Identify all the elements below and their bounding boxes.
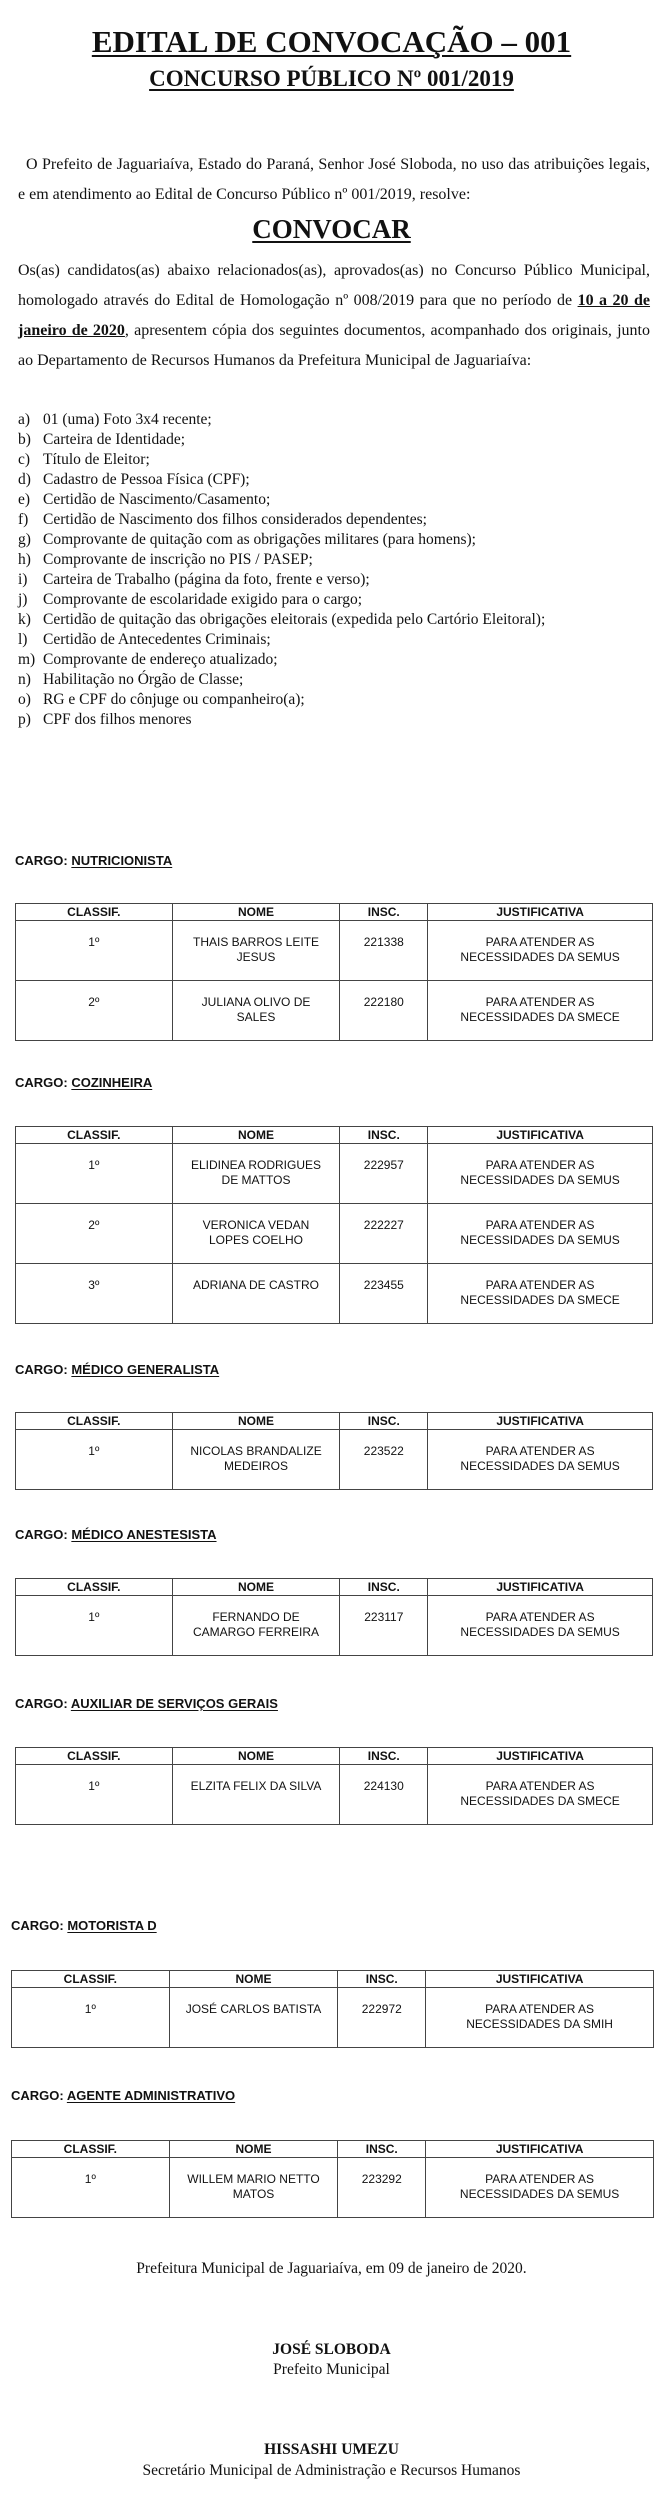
cargo-prefix: CARGO:: [15, 1527, 68, 1542]
cargo-prefix: CARGO:: [11, 2088, 64, 2103]
column-header: NOME: [172, 1579, 340, 1596]
table-row: [16, 1765, 653, 1825]
cargo-label: [11, 1918, 157, 1933]
document-item: [18, 430, 545, 450]
table-row: [16, 1430, 653, 1490]
table-row: [16, 1204, 653, 1264]
document-letter: d): [18, 471, 31, 488]
convocar-heading: [0, 214, 663, 245]
column-header: CLASSIF.: [16, 1748, 173, 1765]
justification-cell: PARA ATENDER AS NECESSIDADES DA SEMUS: [428, 1204, 653, 1264]
column-header: JUSTIFICATIVA: [428, 1579, 653, 1596]
column-header: CLASSIF.: [16, 904, 173, 921]
document-text: Certidão de Antecedentes Criminais;: [43, 631, 271, 648]
document-text: Título de Eleitor;: [43, 451, 150, 468]
column-header: NOME: [172, 1413, 340, 1430]
table-row: [16, 921, 653, 981]
justification-cell: PARA ATENDER AS NECESSIDADES DA SMECE: [428, 1765, 653, 1825]
document-item: [18, 670, 545, 690]
cargo-prefix: CARGO:: [15, 853, 68, 868]
name-cell: ELZITA FELIX DA SILVA: [172, 1765, 340, 1825]
name-cell: FERNANDO DE CAMARGO FERREIRA: [172, 1596, 340, 1656]
signer-mayor-name: JOSÉ SLOBODA: [272, 2341, 391, 2358]
column-header: JUSTIFICATIVA: [426, 2141, 654, 2158]
column-header: NOME: [169, 2141, 338, 2158]
column-header: CLASSIF.: [16, 1413, 173, 1430]
candidates-table: [11, 2140, 654, 2218]
column-header: CLASSIF.: [12, 2141, 170, 2158]
cargo-name: MOTORISTA D: [67, 1918, 157, 1933]
column-header: CLASSIF.: [16, 1579, 173, 1596]
classification-cell: 1º: [12, 1988, 170, 2048]
column-header: INSC.: [340, 904, 428, 921]
document-text: CPF dos filhos menores: [43, 711, 192, 728]
convocar-heading-text: CONVOCAR: [252, 214, 411, 244]
document-letter: o): [18, 691, 31, 708]
document-text: RG e CPF do cônjuge ou companheiro(a);: [43, 691, 305, 708]
table-row: [16, 1596, 653, 1656]
column-header: JUSTIFICATIVA: [426, 1971, 654, 1988]
document-item: [18, 570, 545, 590]
document-subtitle: [0, 66, 663, 92]
registration-cell: 222957: [340, 1144, 428, 1204]
document-letter: h): [18, 551, 31, 568]
convocation-text-end: , apresentem cópia dos seguintes documentos, acompanhado dos originais, junto ao Departamento de Recursos Humanos da Prefeitura Municipal de Jaguariaíva:: [18, 322, 650, 369]
registration-cell: 223455: [340, 1264, 428, 1324]
name-cell: NICOLAS BRANDALIZE MEDEIROS: [172, 1430, 340, 1490]
column-header: INSC.: [340, 1748, 428, 1765]
candidates-table: [15, 1126, 653, 1324]
column-header: INSC.: [340, 1127, 428, 1144]
name-cell: ADRIANA DE CASTRO: [172, 1264, 340, 1324]
classification-cell: 2º: [16, 981, 173, 1041]
cargo-name: AGENTE ADMINISTRATIVO: [66, 2088, 236, 2103]
justification-cell: PARA ATENDER AS NECESSIDADES DA SEMUS: [428, 1596, 653, 1656]
document-item: [18, 450, 545, 470]
cargo-prefix: CARGO:: [15, 1362, 68, 1377]
column-header: INSC.: [338, 1971, 426, 1988]
document-text: Comprovante de inscrição no PIS / PASEP;: [43, 551, 313, 568]
cargo-prefix: CARGO:: [15, 1696, 68, 1711]
classification-cell: 2º: [16, 1204, 173, 1264]
document-subtitle-text: CONCURSO PÚBLICO Nº 001/2019: [149, 66, 514, 91]
signer-secretary-name: HISSASHI UMEZU: [264, 2441, 399, 2458]
cargo-label: [15, 1362, 219, 1377]
cargo-label: [11, 2088, 235, 2103]
convocation-paragraph: [18, 256, 650, 376]
registration-cell: 222180: [340, 981, 428, 1041]
table-header-row: [16, 1579, 653, 1596]
document-text: Cadastro de Pessoa Física (CPF);: [43, 471, 250, 488]
document-letter: a): [18, 411, 31, 428]
document-title: [0, 24, 663, 60]
column-header: JUSTIFICATIVA: [428, 1748, 653, 1765]
document-item: [18, 610, 545, 630]
document-item: [18, 550, 545, 570]
document-letter: b): [18, 431, 31, 448]
document-text: Comprovante de escolaridade exigido para o cargo;: [43, 591, 363, 608]
column-header: NOME: [172, 1748, 340, 1765]
document-letter: m): [18, 651, 36, 668]
candidates-table: [15, 903, 653, 1041]
document-item: [18, 690, 545, 710]
classification-cell: 1º: [16, 1144, 173, 1204]
cargo-name: MÉDICO GENERALISTA: [71, 1362, 220, 1377]
intro-paragraph: O Prefeito de Jaguariaíva, Estado do Paraná, Senhor José Sloboda, no uso das atribuições legais, e em atendimento ao Edital de Concurso Público nº 001/2019, resolve:: [18, 156, 650, 203]
document-item: [18, 590, 545, 610]
document-letter: p): [18, 711, 31, 728]
document-text: Certidão de Nascimento/Casamento;: [43, 491, 271, 508]
cargo-name: AUXILIAR DE SERVIÇOS GERAIS: [70, 1696, 278, 1711]
document-letter: c): [18, 451, 31, 468]
justification-cell: PARA ATENDER AS NECESSIDADES DA SMIH: [426, 1988, 654, 2048]
justification-cell: PARA ATENDER AS NECESSIDADES DA SEMUS: [426, 2158, 654, 2218]
document-text: Comprovante de endereço atualizado;: [43, 651, 278, 668]
registration-cell: 223117: [340, 1596, 428, 1656]
column-header: INSC.: [340, 1413, 428, 1430]
document-text: Comprovante de quitação com as obrigações militares (para homens);: [43, 531, 476, 548]
document-letter: f): [18, 511, 29, 528]
table-header-row: [16, 904, 653, 921]
name-cell: ELIDINEA RODRIGUES DE MATTOS: [172, 1144, 340, 1204]
classification-cell: 1º: [12, 2158, 170, 2218]
registration-cell: 224130: [340, 1765, 428, 1825]
document-item: [18, 470, 545, 490]
name-cell: JOSÉ CARLOS BATISTA: [169, 1988, 338, 2048]
document-item: [18, 710, 545, 730]
candidates-table: [15, 1412, 653, 1490]
justification-cell: PARA ATENDER AS NECESSIDADES DA SMECE: [428, 1264, 653, 1324]
column-header: INSC.: [338, 2141, 426, 2158]
date-line: Prefeitura Municipal de Jaguariaíva, em 09 de janeiro de 2020.: [136, 2260, 527, 2277]
document-title-text: EDITAL DE CONVOCAÇÃO – 001: [91, 24, 572, 59]
table-header-row: [12, 1971, 654, 1988]
classification-cell: 1º: [16, 1596, 173, 1656]
classification-cell: 1º: [16, 1430, 173, 1490]
name-cell: JULIANA OLIVO DE SALES: [172, 981, 340, 1041]
table-row: [16, 1264, 653, 1324]
justification-cell: PARA ATENDER AS NECESSIDADES DA SEMUS: [428, 921, 653, 981]
name-cell: WILLEM MARIO NETTO MATOS: [169, 2158, 338, 2218]
table-header-row: [16, 1748, 653, 1765]
table-header-row: [12, 2141, 654, 2158]
name-cell: THAIS BARROS LEITE JESUS: [172, 921, 340, 981]
column-header: CLASSIF.: [12, 1971, 170, 1988]
column-header: NOME: [169, 1971, 338, 1988]
table-row: [16, 981, 653, 1041]
table-row: [12, 1988, 654, 2048]
signer-mayor-role: Prefeito Municipal: [273, 2361, 390, 2378]
justification-cell: PARA ATENDER AS NECESSIDADES DA SEMUS: [428, 1430, 653, 1490]
document-letter: k): [18, 611, 31, 628]
cargo-label: [15, 1696, 278, 1711]
document-letter: j): [18, 591, 28, 608]
candidates-table: [15, 1747, 653, 1825]
cargo-name: NUTRICIONISTA: [71, 853, 173, 868]
table-header-row: [16, 1127, 653, 1144]
document-letter: i): [18, 571, 28, 588]
column-header: NOME: [172, 904, 340, 921]
cargo-prefix: CARGO:: [11, 1918, 64, 1933]
column-header: CLASSIF.: [16, 1127, 173, 1144]
signer-secretary-role: Secretário Municipal de Administração e Recursos Humanos: [142, 2462, 521, 2479]
cargo-label: [15, 1075, 152, 1090]
name-cell: VERONICA VEDAN LOPES COELHO: [172, 1204, 340, 1264]
table-header-row: [16, 1413, 653, 1430]
candidates-table: [15, 1578, 653, 1656]
cargo-label: [15, 1527, 217, 1542]
column-header: JUSTIFICATIVA: [428, 1127, 653, 1144]
document-item: [18, 650, 545, 670]
registration-cell: 221338: [340, 921, 428, 981]
registration-cell: 222972: [338, 1988, 426, 2048]
required-documents-list: [18, 410, 545, 730]
candidates-table: [11, 1970, 654, 2048]
period-highlight: 10 a 20 de janeiro de 2020: [18, 292, 651, 339]
column-header: NOME: [172, 1127, 340, 1144]
justification-cell: PARA ATENDER AS NECESSIDADES DA SMECE: [428, 981, 653, 1041]
registration-cell: 223522: [340, 1430, 428, 1490]
column-header: INSC.: [340, 1579, 428, 1596]
document-item: [18, 490, 545, 510]
document-letter: n): [18, 671, 31, 688]
cargo-label: [15, 853, 172, 868]
document-item: [18, 530, 545, 550]
justification-cell: PARA ATENDER AS NECESSIDADES DA SEMUS: [428, 1144, 653, 1204]
classification-cell: 3º: [16, 1264, 173, 1324]
document-text: 01 (uma) Foto 3x4 recente;: [43, 411, 212, 428]
document-letter: l): [18, 631, 28, 648]
document-item: [18, 410, 545, 430]
table-row: [16, 1144, 653, 1204]
column-header: JUSTIFICATIVA: [428, 1413, 653, 1430]
cargo-name: MÉDICO ANESTESISTA: [71, 1527, 217, 1542]
cargo-name: COZINHEIRA: [71, 1075, 153, 1090]
document-letter: g): [18, 531, 31, 548]
document-item: [18, 630, 545, 650]
document-letter: e): [18, 491, 31, 508]
document-text: Habilitação no Órgão de Classe;: [43, 671, 244, 688]
classification-cell: 1º: [16, 1765, 173, 1825]
cargo-prefix: CARGO:: [15, 1075, 68, 1090]
registration-cell: 223292: [338, 2158, 426, 2218]
document-text: Certidão de quitação das obrigações eleitorais (expedida pelo Cartório Eleitoral);: [43, 611, 546, 628]
registration-cell: 222227: [340, 1204, 428, 1264]
column-header: JUSTIFICATIVA: [428, 904, 653, 921]
classification-cell: 1º: [16, 921, 173, 981]
convocation-text: Os(as) candidatos(as) abaixo relacionados(as), aprovados(as) no Concurso Público Municipal, homologado através do Edital de Homologação nº 008/2019 para que no período de: [18, 262, 650, 309]
table-row: [12, 2158, 654, 2218]
document-text: Carteira de Trabalho (página da foto, frente e verso);: [43, 571, 370, 588]
document-text: Carteira de Identidade;: [43, 431, 186, 448]
document-item: [18, 510, 545, 530]
document-text: Certidão de Nascimento dos filhos considerados dependentes;: [43, 511, 427, 528]
